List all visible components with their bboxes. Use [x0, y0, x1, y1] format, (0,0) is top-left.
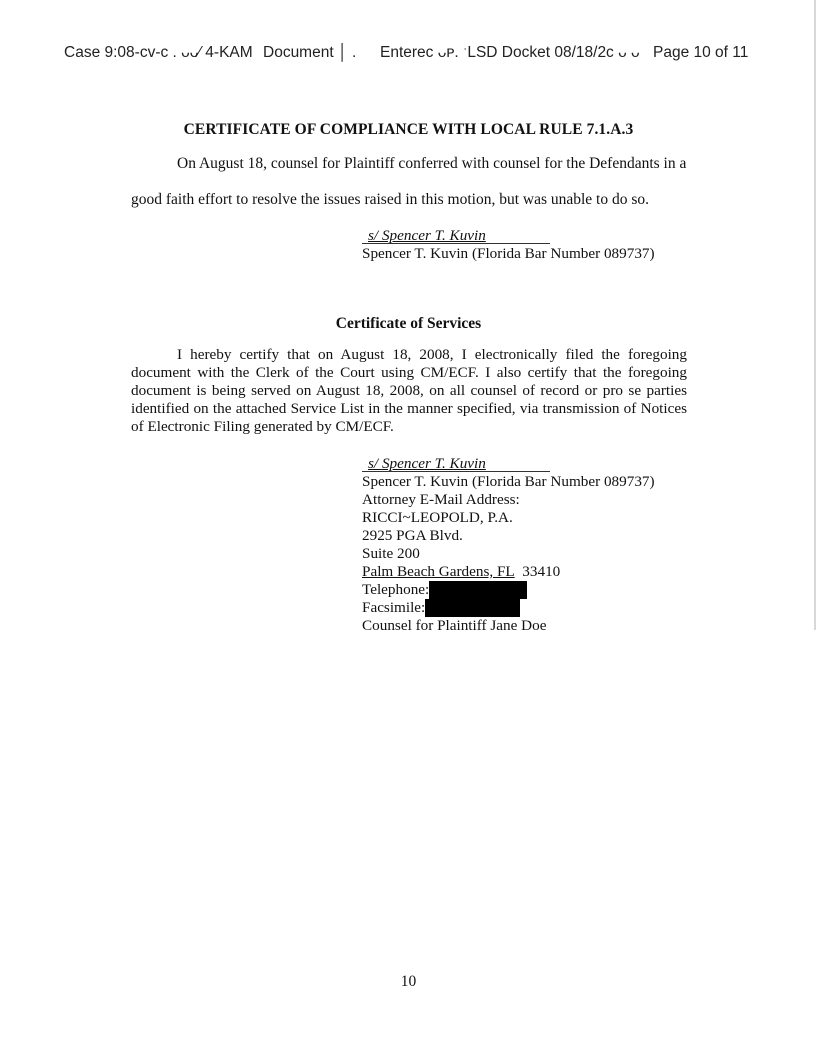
services-title: Certificate of Services	[335, 315, 482, 332]
zip-code: 33410	[522, 563, 561, 580]
signature-block-1	[362, 227, 655, 263]
services-paragraph: I hereby certify that on August 18, 2008, I electronically filed the foregoing document with the Clerk of the Court using CM/ECF. I also certify that the foregoing document is being served on August 18, 2008, on all counsel of record or pro se parties identified on the attached Service List in the manner specified, via transmission of Notices of Electronic Filing generated by CM/ECF.	[131, 346, 687, 435]
street-address: 2925 PGA Blvd.	[362, 527, 463, 544]
facsimile-redaction	[425, 599, 520, 617]
page-number: 10	[400, 973, 417, 990]
signature-name-bar: Spencer T. Kuvin (Florida Bar Number 089737)	[362, 245, 655, 262]
telephone-row	[362, 581, 655, 599]
signature-line	[362, 228, 550, 244]
city-state: Palm Beach Gardens, FL	[362, 563, 515, 580]
firm-name: RICCI~LEOPOLD, P.A.	[362, 509, 513, 526]
signature-name: Spencer T. Kuvin	[381, 455, 486, 472]
facsimile-row	[362, 599, 655, 617]
compliance-title: CERTIFICATE OF COMPLIANCE WITH LOCAL RULE 7.1.A.3	[183, 121, 634, 138]
telephone-redaction	[429, 581, 527, 599]
city-state-zip	[362, 563, 655, 581]
signature-name-bar: Spencer T. Kuvin (Florida Bar Number 089737)	[362, 473, 655, 490]
signature-block-2	[362, 455, 655, 635]
compliance-text-line2: good faith effort to resolve the issues raised in this motion, but was unable to do so.	[131, 191, 650, 208]
header-case-number: Case 9:08-cv-ᴄ . ᴗᴗ⁄ 4-KAM	[64, 44, 253, 61]
facsimile-label: Facsimile:	[362, 599, 426, 616]
signature-line	[362, 456, 550, 472]
signature-prefix: s/	[368, 227, 382, 244]
suite: Suite 200	[362, 545, 420, 562]
compliance-text-line1: On August 18, counsel for Plaintiff conferred with counsel for the Defendants in a	[177, 155, 687, 172]
email-label: Attorney E-Mail Address:	[362, 491, 520, 508]
counsel-role: Counsel for Plaintiff Jane Doe	[362, 617, 547, 634]
telephone-label: Telephone:	[362, 581, 430, 598]
header-document: Document │ .	[263, 44, 357, 61]
signature-name: Spencer T. Kuvin	[381, 227, 486, 244]
signature-prefix: s/	[368, 455, 382, 472]
header-page-count: Page 10 of 11	[653, 44, 749, 61]
header-entered-docket: Entereᴄ ᴗᴘ. ˑLSD Docket 08/18/2ᴄ ᴗ ᴗ	[380, 44, 640, 61]
